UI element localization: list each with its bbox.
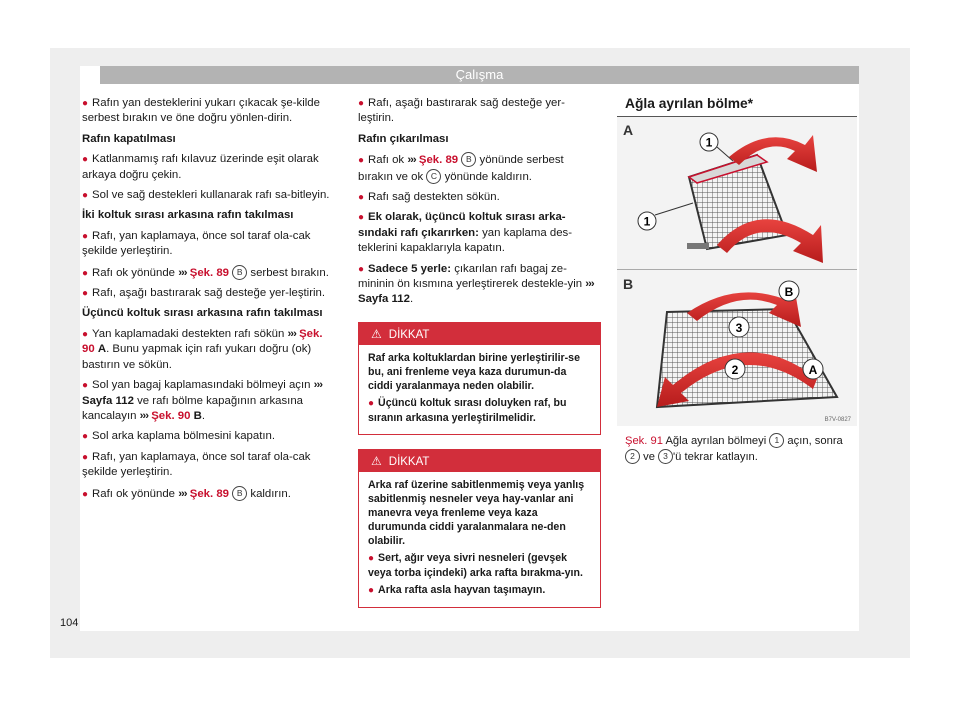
list-item: ● Rafı, yan kaplamaya, önce sol taraf ola-cak şekilde yerleştirin. [82, 450, 311, 479]
figure-caption: Şek. 91 Ağla ayrılan bölmeyi 1 açın, sonra 2 ve 3 'ü tekrar katlayın. [625, 435, 843, 464]
warning-box [358, 322, 601, 435]
warning-box [358, 449, 601, 608]
panel-label-b: B [623, 276, 634, 293]
list-item: ● Rafı, aşağı bastırarak sağ desteğe yer-leştirin. [358, 97, 565, 125]
warning-text: ● Sert, ağır veya sivri nesneleri (gevşek veya torba içindeki) arka rafta bırakma-yın. [368, 551, 583, 579]
callout-1: 1 [643, 214, 651, 229]
heading: Rafın çıkarılması [358, 132, 449, 145]
heading: Üçüncü koltuk sırası arkasına rafın takılması [82, 307, 323, 320]
page-number: 104 [60, 617, 79, 629]
callout-a: A [808, 363, 818, 378]
warning-header: ⚠ DİKKAT [359, 323, 600, 345]
warning-text: ● Üçüncü koltuk sırası doluyken raf, bu sıranın arkasına yerleştirilmelidir. [368, 396, 567, 424]
figure-title: Ağla ayrılan bölme* [625, 96, 754, 111]
callout-c: C [426, 169, 441, 184]
callout-b: B [784, 285, 794, 300]
section-header: Çalışma [100, 66, 859, 84]
list-item: ● Rafın yan desteklerini yukarı çıkacak şe-kilde serbest bırakın ve öne doğru yönlen-dirin. [82, 97, 320, 125]
list-item: ● Rafı sağ destekten sökün. [358, 191, 500, 204]
callout-b: B [232, 265, 247, 280]
figure-link[interactable]: Şek. 89 [189, 266, 230, 279]
list-item: ● Rafı ok yönünde ››› Şek. 89 B kaldırın. [82, 487, 291, 500]
list-item: ● Rafı ok ››› Şek. 89 B yönünde serbest bırakın ve ok C yönünde kaldırın. [358, 154, 564, 183]
figure-link[interactable]: Şek. 89 [189, 487, 230, 500]
list-item: ● Sadece 5 yerle: çıkarılan rafı bagaj ze-mininin ön kısmına yerleştirerek destekle-yin ››› Sayfa 112. [358, 262, 594, 306]
column-3 [617, 96, 860, 465]
figure-illustration [617, 117, 857, 427]
column-2 [358, 96, 601, 608]
figure [617, 116, 857, 427]
list-item: ● Rafı, yan kaplamaya, önce sol taraf ola-cak şekilde yerleştirin. [82, 229, 311, 258]
list-item: ● Katlanmamış rafı kılavuz üzerinde eşit olarak arkaya doğru çekin. [82, 153, 319, 181]
callout-3: 3 [735, 321, 743, 336]
figure-link[interactable]: Şek. 89 [418, 154, 459, 167]
page-link[interactable]: Sayfa 112 [358, 293, 410, 306]
callout-b: B [232, 486, 247, 501]
warning-icon: ⚠ [371, 326, 382, 341]
callout-b: B [461, 152, 476, 167]
callout-1: 1 [705, 135, 713, 150]
heading: Rafın kapatılması [82, 132, 176, 145]
page-link[interactable]: Sayfa 112 [82, 394, 134, 407]
warning-text: ● Arka rafta asla hayvan taşımayın. [368, 583, 546, 596]
list-item: ● Sol yan bagaj kaplamasındaki bölmeyi açın ››› Sayfa 112 ve rafı bölme kapağının arkasına kancalayın ››› Şek. 90 B. [82, 379, 323, 422]
list-item: ● Yan kaplamadaki destekten rafı sökün ››› Şek. 90 A. Bunu yapmak için rafı yukarı doğru (ok) bastırın ve sökün. [82, 327, 323, 371]
figure-ref: Şek. 91 [625, 435, 663, 448]
figure-code: B7V-0827 [824, 417, 851, 424]
warning-text: Arka raf üzerine sabitlenmemiş veya yanlış sabitlenmiş nesneler veya hay-vanlar ani manevra veya frenleme veya kaza durumunda ciddi yaralanmalara ne-den olabilir. [368, 478, 585, 547]
figure-link[interactable]: Şek. 90 [151, 409, 191, 422]
warning-text: Raf arka koltuklardan birine yerleştirilir-se bu, ani frenleme veya kaza durumun-da ciddi yaralanmaya neden olabilir. [368, 351, 580, 392]
panel-label-a: A [623, 122, 634, 139]
heading: İki koltuk sırası arkasına rafın takılması [82, 209, 294, 222]
column-1 [82, 96, 338, 507]
list-item: ● Sol ve sağ destekleri kullanarak rafı sa-bitleyin. [82, 189, 330, 202]
list-item: ● Ek olarak, üçüncü koltuk sırası arka-sındaki rafı çıkarırken: yan kaplama des-teklerini kapaklarıyla kapatın. [358, 211, 573, 255]
callout-2: 2 [731, 363, 739, 378]
list-item: ● Rafı, aşağı bastırarak sağ desteğe yer-leştirin. [82, 287, 326, 300]
warning-icon: ⚠ [371, 453, 382, 468]
list-item: ● Rafı ok yönünde ››› Şek. 89 B serbest bırakın. [82, 266, 329, 279]
figure-link[interactable]: Şek. 90 [82, 327, 323, 356]
list-item: ● Sol arka kaplama bölmesini kapatın. [82, 430, 276, 443]
warning-header: ⚠ DİKKAT [359, 450, 600, 472]
